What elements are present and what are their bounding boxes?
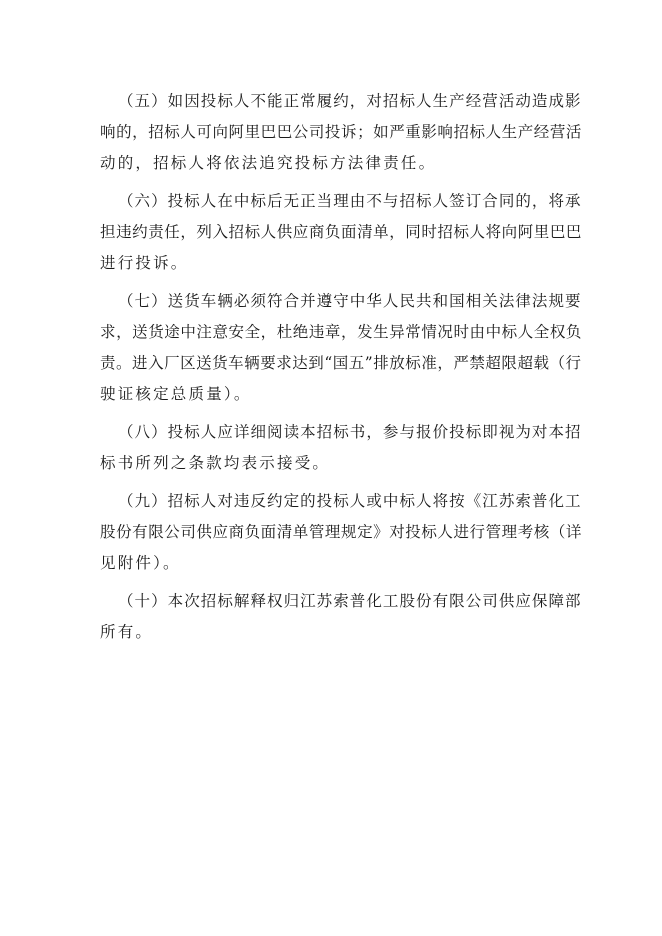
clause-5 — [100, 86, 582, 179]
clause-6-line-2: 担违约责任，列入招标人供应商负面清单，同时招标人将向阿里巴巴 — [100, 223, 583, 241]
clause-5-line-1: （五）如因投标人不能正常履约，对招标人生产经营活动造成影 — [118, 92, 582, 110]
clause-10 — [100, 586, 582, 648]
clause-7-line-3: 责。进入厂区送货车辆要求达到“国五”排放标准，严禁超限超载（行 — [100, 354, 582, 372]
clause-5-line-2: 响的，招标人可向阿里巴巴公司投诉；如严重影响招标人生产经营活 — [100, 123, 583, 141]
clause-10-line-2: 所有。 — [100, 623, 154, 641]
clause-9 — [100, 486, 582, 579]
clause-7-line-4: 驶证核定总质量）。 — [100, 385, 252, 403]
clause-9-line-1: （九）招标人对违反约定的投标人或中标人将按《江苏索普化工 — [118, 492, 582, 510]
clause-6-line-1: （六）投标人在中标后无正当理由不与招标人签订合同的，将承 — [118, 192, 582, 210]
clause-5-line-3: 动的，招标人将依法追究投标方法律责任。 — [100, 154, 437, 172]
clause-8 — [100, 417, 582, 479]
clause-6-line-3: 进行投诉。 — [100, 254, 189, 272]
document-body — [100, 86, 582, 655]
clause-9-line-3: 见附件）。 — [100, 554, 181, 572]
clause-7-line-1: （七）送货车辆必须符合并遵守中华人民共和国相关法律法规要 — [118, 292, 582, 310]
clause-10-line-1: （十）本次招标解释权归江苏索普化工股份有限公司供应保障部 — [118, 592, 582, 610]
clause-7-line-2: 求，送货途中注意安全，杜绝违章，发生异常情况时由中标人全权负 — [100, 323, 583, 341]
clause-7 — [100, 286, 582, 410]
clause-9-line-2: 股份有限公司供应商负面清单管理规定》对投标人进行管理考核（详 — [100, 523, 583, 541]
clause-8-line-1: （八）投标人应详细阅读本招标书，参与报价投标即视为对本招 — [118, 423, 582, 441]
clause-8-line-2: 标书所列之条款均表示接受。 — [100, 454, 331, 472]
clause-6 — [100, 186, 582, 279]
